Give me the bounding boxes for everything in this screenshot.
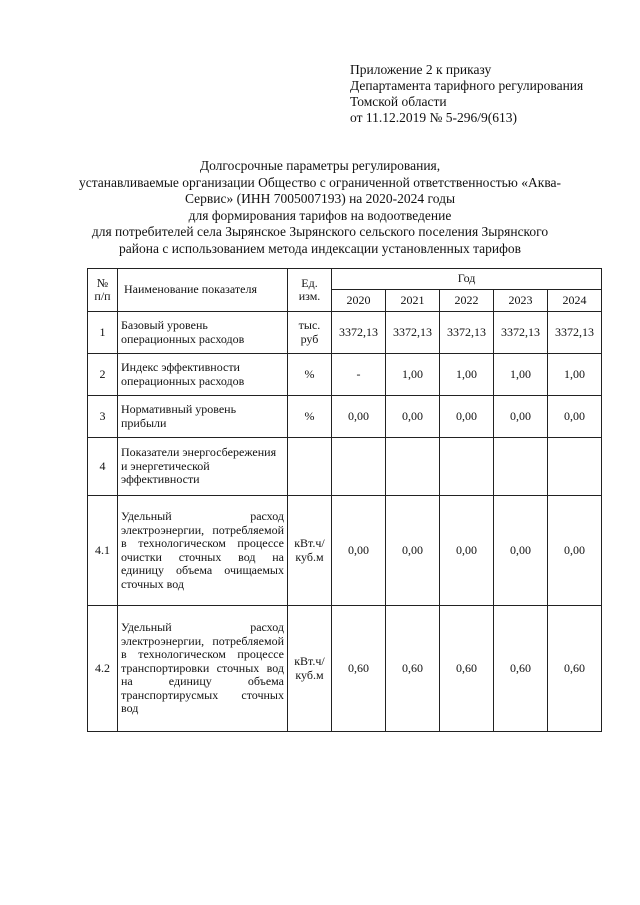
title-line: для формирования тарифов на водоотведение (188, 207, 452, 223)
header-year: 2024 (548, 290, 602, 312)
title-line: Сервис» (ИНН 7005007193) на 2020-2024 годы (184, 191, 456, 207)
appendix-note (350, 62, 583, 126)
header-year-group: Год (332, 269, 602, 290)
row-value: 0,00 (440, 496, 494, 606)
row-value: 1,00 (440, 354, 494, 396)
row-value: 0,60 (440, 606, 494, 732)
row-name: Нормативный уровень прибыли (118, 396, 288, 438)
row-name: Удельный расход электроэнергии, потребляемой в технологическом процессе очистки сточных вод на единицу объема очищаемых сточных вод (118, 496, 288, 606)
row-value: 0,00 (494, 396, 548, 438)
row-num: 3 (88, 396, 118, 438)
row-num: 1 (88, 312, 118, 354)
row-value: 0,00 (548, 496, 602, 606)
header-year: 2021 (386, 290, 440, 312)
row-value: 3372,13 (440, 312, 494, 354)
header-year: 2020 (332, 290, 386, 312)
header-year: 2022 (440, 290, 494, 312)
table-row (88, 496, 602, 606)
row-value: 1,00 (386, 354, 440, 396)
row-unit: % (288, 354, 332, 396)
table-row (88, 312, 602, 354)
row-value: 1,00 (548, 354, 602, 396)
row-value: 0,60 (386, 606, 440, 732)
row-value: 0,00 (440, 396, 494, 438)
row-value: 0,00 (494, 496, 548, 606)
appendix-line: от 11.12.2019 № 5-296/9(613) (350, 110, 517, 125)
row-unit: % (288, 396, 332, 438)
row-value: 0,00 (386, 396, 440, 438)
row-value: 1,00 (494, 354, 548, 396)
title-line: района с использованием метода индексации установленных тарифов (119, 240, 521, 256)
appendix-line: Томской области (350, 94, 447, 109)
table-row (88, 396, 602, 438)
header-year: 2023 (494, 290, 548, 312)
row-value: 0,60 (494, 606, 548, 732)
row-value (494, 438, 548, 496)
row-value (386, 438, 440, 496)
row-num: 2 (88, 354, 118, 396)
row-name: Показатели энергосбережения и энергетической эффективности (118, 438, 288, 496)
row-name: Удельный расход электроэнергии, потребляемой в технологическом процессе транспортировки сточных вод на единицу объема транспортирусмых сточных вод (118, 606, 288, 732)
header-num: № п/п (88, 269, 118, 312)
row-name: Базовый уровень операционных расходов (118, 312, 288, 354)
appendix-line: Приложение 2 к приказу (350, 62, 492, 77)
document-title (0, 158, 640, 258)
row-value: 0,60 (548, 606, 602, 732)
title-line: для потребителей села Зырянское Зырянского сельского поселения Зырянского (91, 224, 549, 240)
table-row (88, 438, 602, 496)
header-unit: Ед. изм. (288, 269, 332, 312)
row-value (548, 438, 602, 496)
parameters-table (87, 268, 602, 732)
row-value: 3372,13 (548, 312, 602, 354)
row-value: 3372,13 (386, 312, 440, 354)
row-num: 4 (88, 438, 118, 496)
appendix-line: Департамента тарифного регулирования (350, 78, 584, 93)
row-name: Индекс эффективности операционных расходов (118, 354, 288, 396)
header-name: Наименование показателя (118, 269, 288, 312)
row-unit: тыс. руб (288, 312, 332, 354)
row-unit: кВт.ч/ куб.м (288, 496, 332, 606)
row-value (440, 438, 494, 496)
row-value: 3372,13 (332, 312, 386, 354)
row-value: 0,00 (548, 396, 602, 438)
table-row (88, 606, 602, 732)
row-unit: кВт.ч/ куб.м (288, 606, 332, 732)
row-value: 0,00 (386, 496, 440, 606)
row-value: 3372,13 (494, 312, 548, 354)
row-unit (288, 438, 332, 496)
row-value: 0,60 (332, 606, 386, 732)
row-value: 0,00 (332, 396, 386, 438)
title-line: устанавливаемые организации Общество с ограниченной ответственностью «Аква- (78, 174, 562, 190)
table-row (88, 354, 602, 396)
row-value: - (332, 354, 386, 396)
row-num: 4.1 (88, 496, 118, 606)
row-value: 0,00 (332, 496, 386, 606)
row-num: 4.2 (88, 606, 118, 732)
row-value (332, 438, 386, 496)
title-line: Долгосрочные параметры регулирования, (199, 158, 441, 173)
